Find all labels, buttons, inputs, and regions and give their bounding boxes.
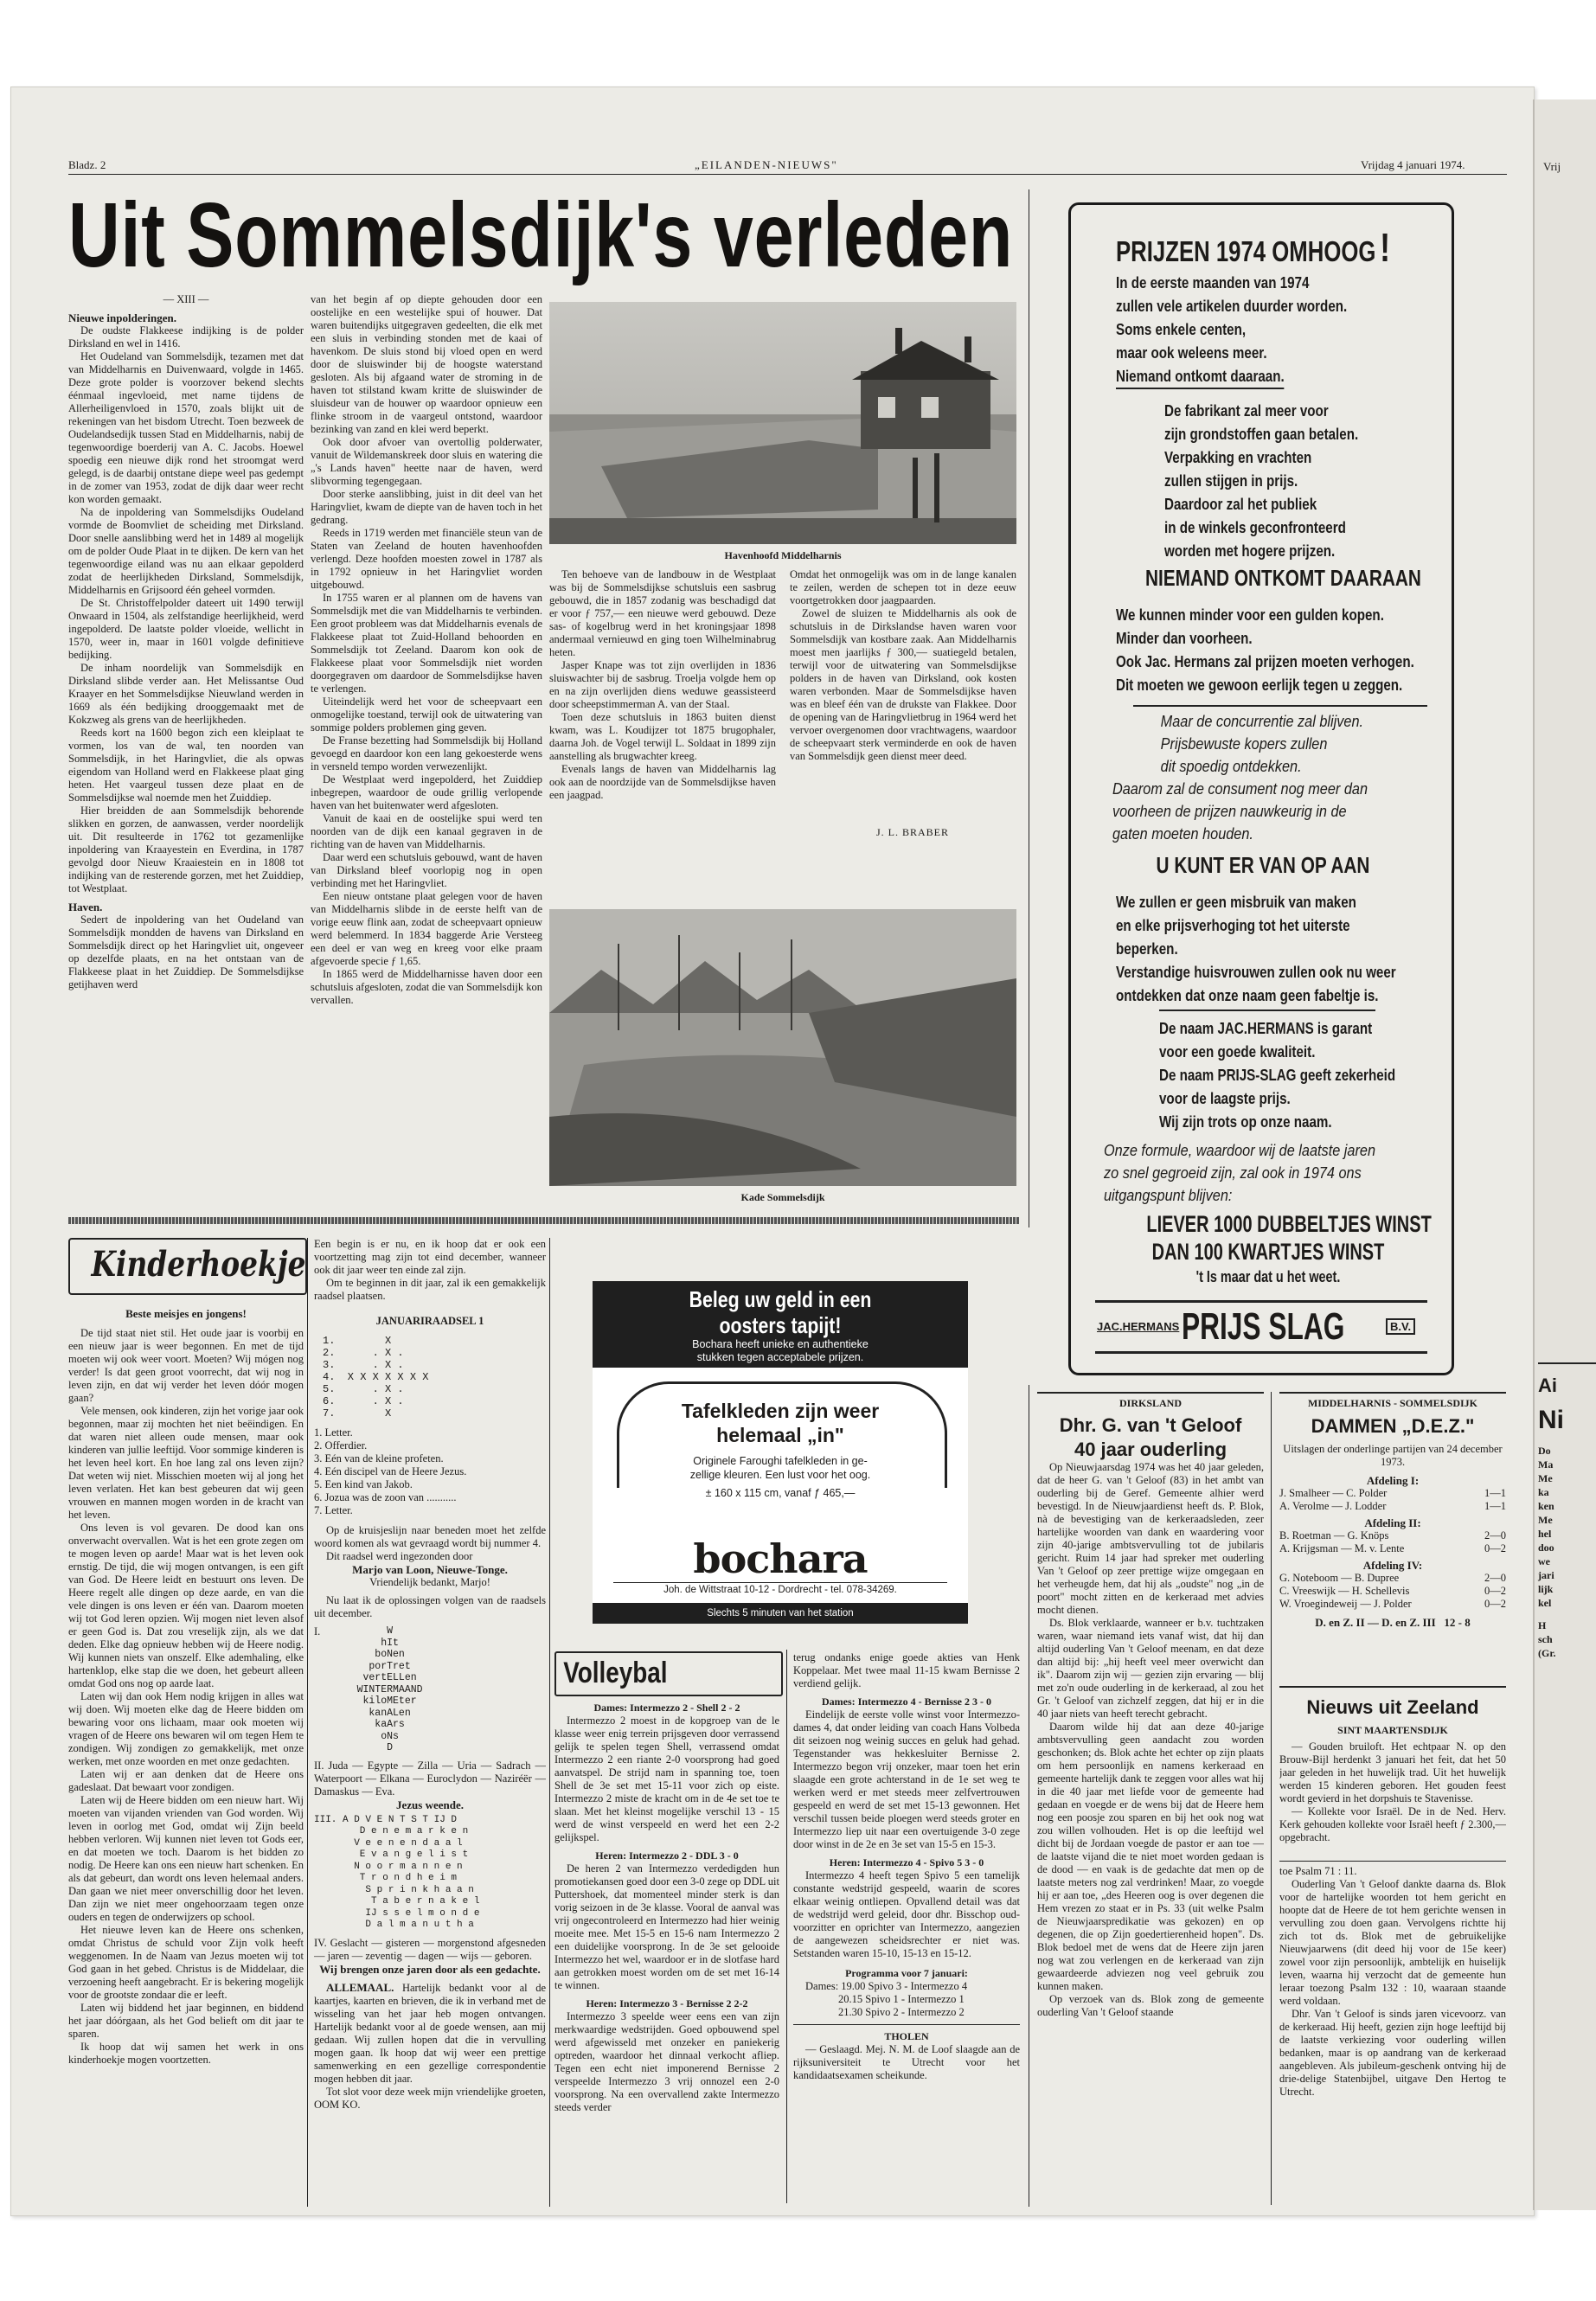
result-score: 0—2 [1484, 1585, 1506, 1597]
result-score: 0—2 [1484, 1542, 1506, 1554]
result-row [1279, 1529, 1506, 1542]
zeeland-title: Nieuws uit Zeeland [1306, 1696, 1479, 1718]
puzzle-clue: 5. Een kind van Jakob. [314, 1478, 413, 1490]
snippet: Ai [1538, 1375, 1557, 1396]
ad-line: Maar de concurrentie zal blijven. [1160, 712, 1364, 730]
paragraph: Toen deze schutsluis in 1863 buiten dienst kwam, was L. Koudijzer tot 1875 brugophaler, daarna Joh. de Vogel terwijl L. Soldaat in 1899 zijn aanstelling als brugwachter kreeg. [549, 711, 776, 762]
puzzle-title: JANUARIRAADSEL 1 [375, 1315, 484, 1327]
dammen-team-result: D. en Z. II — D. en Z. III 12 - 8 [1315, 1616, 1471, 1629]
paragraph: Daarom wilde hij dat aan deze 40-jarige ambtsvervulling geen aandacht zou worden geschonken; ds. Blok achte het echter op zijn plaats om hem persoonlijk en namens kerkeraad en gemeente hartelijk dank te zeggen voor alles wat hij in die 40 jaar met liefde voor de gemeente had gedaan en voegde er de wens bij dat de Heere hem nog een poosje zou sparen en bij het ook nog wat zou willen volhouden. Het is op die leeftijd wel dicht bij de Jordaan voegde de pastor er aan toe — de laatste vijand die te niet moet worden gedaan is de dood — en vaak is de gedachte dat men op de laatste meters nog zal verdrinken! Maar, zo voegde hij er aan toe, „des Heeren oog is over degenen die Hem vrezen zo staat er in Ps. 33 (uit welke Psalm de Nieuwjaarspredikatie was gekozen) en op degenen, die op Zijn goedertierenheid hopen". Ds. Blok bedoel met de wens dat de Heere zijn jaren nog wat zou verlengen en de kerkeraad van zijn gewaardeerde adviezen nog veel gebruik zou kunnen maken. [1037, 1721, 1264, 1992]
allemaal-text: Hartelijk bedankt voor al de kaartjes, kaarten en brieven, die ik in verband met de wisseling van het jaar heb mogen ontvangen. Hartelijk bedankt voor al de goede wensen, aan mij gedaan. Wij zullen hopen dat die in vervulling mogen gaan. Ik hoop dat wij weer een prettige samenwerking en een gezellige correspondentie mogen hebben dit jaar. [314, 1981, 546, 2085]
column-divider [549, 1238, 550, 2207]
ad-line: Niemand ontkomt daaraan. [1116, 364, 1285, 389]
paragraph: Reeds in 1719 werden met financiële steun van de Staten van Zeeland de houten havenhoofden verlengd. Deze hoofden moesten zowel in 1787 als in 1792 opnieuw in het Haringvliet worden uitgebouwd. [311, 527, 542, 591]
column-divider [786, 1650, 787, 2203]
puzzle-clue: 4. Eén discipel van de Heere Jezus. [314, 1465, 467, 1477]
match-report: Intermezzo 4 heeft tegen Spivo 5 een tamelijk constante wedstrijd gespeeld, waarin de scores elkaar weinig ontliepen. Opvallend detail was dat de wedstrijd werd geleid, door dhr. Bisschop oud-voorzitter en oprichter van Intermezzo, aangezien de aangewezen scheidsrechter er niet was. Setstanden waren 15-10, 15-13 en 15-12. [793, 1869, 1020, 1959]
snippet: Ma [1538, 1458, 1554, 1471]
volleybal-title: Volleybal [563, 1657, 668, 1689]
ad-line: beperken. [1116, 939, 1178, 958]
paragraph: Dhr. Van 't Geloof is sinds jaren vicevoorz. van de kerkeraad. Hij heeft, gezien zijn hoge leeftijd bij de laatste verkiezing voor ouderling willen bedanken, maar is op aandrang van de kerkeraad aangebleven. Als jubileum-geschenk ontving hij de drie-delige Statenbijbel, uitgave Den Hertog te Utrecht. [1279, 2008, 1506, 2098]
paragraph: Sedert de inpoldering van het Oudeland van Sommelsdijk mondden de havens van Dirksland en Sommelsdijk direct op het Haringvliet uit, ongeveer op dezelfde plaats, en na het ontstaan van de Flakkeese plaat in het Zuiddiep. De Sommelsdijkse getijhaven werd [68, 913, 304, 990]
ad-block-1 [1116, 271, 1398, 389]
article-author: J. L. BRABER [876, 826, 950, 838]
article-column-3 [549, 568, 776, 845]
division-heading: Afdeling IV: [1362, 1559, 1423, 1572]
paper-name: „EILANDEN-NIEUWS" [695, 158, 838, 171]
snippet: ka [1538, 1486, 1549, 1498]
subhead-inpolderingen: Nieuwe inpolderingen. [68, 311, 176, 324]
ad-line: De naam PRIJS-SLAG geeft zekerheid [1159, 1066, 1396, 1084]
ad-line: In de eerste maanden van 1974 [1116, 273, 1310, 292]
paragraph: Ik hoop dat wij samen het werk in ons kinderhoekje mogen voortzetten. [68, 2041, 304, 2066]
snippet: Me [1538, 1472, 1553, 1484]
result-players: G. Noteboom — B. Dupree [1279, 1572, 1400, 1584]
paragraph: Ten behoeve van de landbouw in de Westplaat was bij de Sommelsdijkse schutsluis een sasbrug gebouwd, die in 1857 zodanig was beschadigd dat er voor ƒ 757,— een nieuwe werd gebouwd. Deze sas- of kogelbrug werd in het kroningsjaar 1898 andermaal vernieuwd en ging toen Wilhelminabrug heten. [549, 568, 776, 658]
subhead-haven: Haven. [68, 901, 103, 913]
solution-grid-3: III. A D V E N T S T IJ D D e n e m a r k e n V e e n e n d a a l E v a n g e l i s t N o o r m a n n e n T r o n d h e i m S p r i n k h a a n T a b e r n a k e l IJ s s e l m o n d e D a l m a n u t h a [314, 1814, 480, 1930]
ad-line: Prijsbewuste kopers zullen [1160, 734, 1328, 753]
ad-line: zullen vele artikelen duurder worden. [1116, 297, 1348, 315]
paragraph: Ds. Blok verklaarde, wanneer er b.v. tuchtzaken waren, waar niemand iets vanaf wist, dat hij dan altijd ouderling Van 't Geloof meenam, en dat deze dan altijd bij: „hij heeft veel meer overwicht dan ik". Daarom zijn wij — gezien zijn ervaring — blij met zo'n oude ouderling in de kerkeraad, al zou het Gr. 't Geloof van zichzelf zeggen, dat hij er in die 40 jaar niets van heeft terecht gebracht. [1037, 1617, 1264, 1720]
solution-1 [314, 1625, 546, 1754]
match-heading: Dames: Intermezzo 4 - Bernisse 2 3 - 0 [822, 1695, 991, 1708]
article-title: Uit Sommelsdijk's verleden [68, 184, 1014, 286]
adjacent-page-edge [1533, 99, 1596, 2210]
paragraph: Jasper Knape was tot zijn overlijden in 1836 sluiswachter bij de sasbrug. Troelja volgde hem op en na zijn overlijden diens weduwe geassisteerd door scheepstimmerman A. van der Staal. [549, 659, 776, 710]
adjacent-page-snippets [1538, 1362, 1596, 1660]
ad-line: Daarom zal de consument nog meer dan [1112, 779, 1368, 798]
match-report: terug ondanks enige goede akties van Henk Koppelaar. Met twee maal 11-15 kwam Bernisse 2 verdiend gelijk. [793, 1651, 1020, 1689]
paragraph: De St. Christoffelpolder dateert uit 1490 terwijl Onwaard in 1504, als zelfstandige heerlijkheid, werd ingepolderd. De laatste polder vloeide, wellicht in 1570, weer in, maar in 1601 volgde definitieve bedijking. [68, 597, 304, 661]
bochara-desc-2: zellige kleuren. Een lust voor het oog. [689, 1469, 871, 1481]
ad-line: Wij zijn trots op onze naam. [1159, 1112, 1332, 1131]
article-column-1 [68, 293, 304, 1202]
paragraph: In 1865 werd de Middelharnisse haven door een schutsluis afgesloten, zodat die van Sommelsdijk kon vervallen. [311, 968, 542, 1006]
dammen-place: MIDDELHARNIS - SOMMELSDIJK [1307, 1397, 1478, 1409]
ad-line: ontdekken dat onze naam geen fabeltje is. [1116, 986, 1379, 1004]
zeeland-place: SINT MAARTENSDIJK [1337, 1724, 1448, 1736]
ad-prijs-slag [1068, 202, 1454, 1375]
paragraph: Laten wij dan ook Hem nodig krijgen in alles wat wij doen. Wij moeten elke dag de Heere bidden om bewaring voor ons lichaam, maar ook moeten wij vragen of de Heere ons bewaren wil om tegen Hem te zondigen. Wij zondigen zo gemakkelijk, met onze werken, met onze woorden en met onze gedachten. [68, 1690, 304, 1767]
kinderhoekje-column-2 [314, 1238, 546, 2207]
result-score: 2—0 [1484, 1572, 1506, 1584]
zeeland-section [1279, 1686, 1506, 1859]
snippet: ken [1538, 1500, 1554, 1512]
ad-block-4 [1116, 890, 1458, 1007]
ad-line: De naam JAC.HERMANS is garant [1159, 1019, 1373, 1037]
puzzle-clue: 1. Letter. [314, 1426, 353, 1439]
closing-text: Tot slot voor deze week mijn vriendelijke groeten, OOM KO. [314, 2085, 546, 2111]
paragraph: Een begin is er nu, en ik hoop dat er ook een voortzetting mag zijn tot eind december, wanneer ook dit jaar weer ten einde zal zijn. [314, 1238, 546, 1276]
paragraph: Na de inpoldering van Sommelsdijks Oudeland vormde de Boomvliet de scheiding met Dirksland. Door snelle aanslibbing werd het in 1489 al mogelijk om de polder Oude Plaat in te dijken. De kern van het tegenwoordige eiland was nu aan elkaar gepolderd zodat de heerlijkheden Dirksland, Sommelsdijk, Middelharnis en Grijsoord één geheel vormden. [68, 506, 304, 596]
ad-line: We zullen er geen misbruik van maken [1116, 893, 1356, 911]
kinderhoekje-column-1 [68, 1307, 304, 2215]
result-score: 1—1 [1484, 1487, 1506, 1499]
paragraph: — Gouden bruiloft. Het echtpaar N. op den Brouw-Bijl herdenkt 3 januari het feit, dat het 50 jaar geleden in het huwelijk trad. Uit het huwelijk werden 15 kinderen geboren. Het gouden feest wordt gevierd in het dorpshuis te Stavenisse. [1279, 1740, 1506, 1804]
result-players: C. Vreeswijk — H. Schellevis [1279, 1585, 1410, 1597]
result-row [1279, 1572, 1506, 1585]
volleybal-column-2 [793, 1651, 1020, 2205]
newspaper-page [10, 87, 1535, 2216]
bochara-price: ± 160 x 115 cm, vanaf ƒ 465,— [705, 1487, 856, 1499]
ad-line: Soms enkele centen, [1116, 320, 1247, 338]
program-line: 21.30 Spivo 2 - Intermezzo 2 [838, 2006, 965, 2018]
photo-kade-image [549, 909, 1016, 1186]
logo-jac-hermans-text: JAC.HERMANS [1097, 1320, 1180, 1333]
bochara-sub-1: Bochara heeft unieke en authentieke [692, 1338, 869, 1350]
solution-4: IV. Geslacht — gisteren — morgenstond afgesneden — jaren — zeventig — dagen — wijs — geboren. [314, 1936, 546, 1962]
paragraph: — Kollekte voor Israël. De in de Ned. Herv. Kerk gehouden kollekte voor Israël heeft ƒ 2.300,— opgebracht. [1279, 1805, 1506, 1843]
paragraph: Nu laat ik de oplossingen volgen van de raadsels uit december. [314, 1594, 546, 1619]
paragraph: Door sterke aanslibbing, juist in dit deel van het Haringvliet, kwam de diepte van de haven toch in het gedrang. [311, 488, 542, 526]
solution-4-answer: Wij brengen onze jaren door als een gedachte. [319, 1962, 541, 1976]
photo-caption-havenhoofd: Havenhoofd Middelharnis [724, 549, 842, 561]
match-heading: Heren: Intermezzo 4 - Spivo 5 3 - 0 [829, 1856, 984, 1868]
ad-bochara [593, 1281, 968, 1624]
paragraph: Ouderling Van 't Geloof dankte daarna ds. Blok voor de hartelijke woorden tot hem gericht en hoopte dat de Heere de tot hem gerichte wensen in vervulling zou doen gaan. Vervolgens richtte hij zich tot ds. Blok met de gebruikelijke Nieuwjaarwens (dit deed hij voor de 15e keer) zowel voor zijn persoonlijk, ambtelijk en huiselijk leven, waarna hij verzocht dat de gemeente hun leraar toezong Psalm 132 : 10, waaraan staande werd voldaan. [1279, 1878, 1506, 2007]
ad-line: maar ook weleens meer. [1116, 343, 1267, 362]
result-players: A. Krijgsman — M. v. Lente [1279, 1542, 1405, 1554]
geloof-continued [1279, 1861, 1506, 2211]
ad-heading-niemand-text: NIEMAND ONTKOMT DAARAAN [1145, 565, 1421, 591]
result-players: J. Smalheer — C. Polder [1279, 1487, 1388, 1499]
ad-exclamation: ! [1380, 225, 1391, 270]
page-number: Bladz. 2 [68, 158, 106, 171]
ad-block-2 [1164, 399, 1401, 562]
solution-2: II. Juda — Egypte — Zilla — Uria — Sadrach — Waterpoort — Elkana — Euroclydon — Naziréër — Damaskus — Eva. [314, 1759, 546, 1798]
snippet: Me [1538, 1514, 1553, 1526]
geloof-title-1: Dhr. G. van 't Geloof [1059, 1414, 1242, 1436]
ad-line: Ook Jac. Hermans zal prijzen moeten verhogen. [1116, 652, 1414, 670]
snippet: jari [1538, 1569, 1554, 1581]
paragraph: Uiteindelijk werd het voor de scheepvaart een onmogelijke toestand, terwijl ook de uitwatering van sommige polders problemen ging geven. [311, 695, 542, 734]
bochara-title-2: helemaal „in" [716, 1424, 844, 1446]
snippet: Ni [1538, 1406, 1564, 1434]
ad-line: Minder dan voorheen. [1116, 629, 1253, 647]
paragraph: Vele mensen, ook kinderen, zijn het vorige jaar ook begonnen, maar zij mochten het niet beëindigen. En dat waren niet alleen oude mensen, maar ook kinderen van jullie leeftijd. Voor sommige kinderen is het leven heel kort. En hoe lang zal ons leven zijn? Dat weten wij niet. Misschien moeten wij al jong het leven verlaten. Het kan best gebeuren dat wij geen vrouwen en mannen mogen worden in de kracht van het leven. [68, 1405, 304, 1521]
match-heading: Heren: Intermezzo 3 - Bernisse 2 2-2 [586, 1997, 748, 2009]
dammen-intro: Uitslagen der onderlinge partijen van 24 december 1973. [1283, 1443, 1503, 1468]
result-row [1279, 1585, 1506, 1598]
result-row [1279, 1500, 1506, 1513]
ad-block-3 [1116, 603, 1480, 696]
article-column-4 [790, 568, 1016, 828]
kinderhoekje-greeting: Beste meisjes en jongens! [125, 1307, 247, 1320]
paragraph: Ook door afvoer van overtollig polderwater, vanuit de Wildemanskreek door sluis en watering die „'s Lands haven" heette naar de haven, werd slibvorming tegengegaan. [311, 436, 542, 487]
division-heading: Afdeling I: [1366, 1474, 1420, 1487]
bochara-sub-2: stukken tegen acceptabele prijzen. [696, 1351, 864, 1363]
paragraph: Zowel de sluizen te Middelharnis als ook de schutsluis in de Dirkslandse haven waren voor Sommelsdijk van kostbare zaak. Aan Middelharnis moest men jaarlijks ƒ 300,— suatiegeld betalen, terwijl voor de uitwatering van Sommelsdijkse polders in de haven van Dirksland, ook kosten waren verbonden. Maar de Sommelsdijkse haven was en bleef één van de drukste van Flakkee. Door de opening van de Haringvlietbrug in 1964 werd het vervoer overgenomen door vrachtwagens, waardoor de scheepvaart sterk verminderde en ook de haven van Sommelsdijk geen dienst meer deed. [790, 607, 1016, 762]
geloof-title-2: 40 jaar ouderling [1074, 1439, 1227, 1460]
ad-headline-text: PRIJZEN 1974 OMHOOG [1116, 235, 1376, 267]
result-players: B. Roetman — G. Knöps [1279, 1529, 1389, 1541]
paragraph: Dit raadsel werd ingezonden door [326, 1550, 473, 1562]
column-divider [1271, 1392, 1272, 2205]
dammen-title: DAMMEN „D.E.Z." [1311, 1415, 1475, 1437]
geloof-column [1037, 1461, 1264, 2205]
puzzle-clue: 3. Eén van de kleine profeten. [314, 1452, 444, 1465]
paragraph: Omdat het onmogelijk was om in de lange kanalen te zeilen, werden de schepen tot in deze eeuw voortgetrokken door jaagpaarden. [790, 568, 1016, 606]
section-separator [68, 1217, 1020, 1224]
ad-line: zo snel gegroeid zijn, zal ook in 1974 ons [1104, 1163, 1362, 1182]
logo-prijs-slag-text: PRIJS SLAG [1182, 1305, 1345, 1348]
ad-line: zullen stijgen in prijs. [1164, 471, 1298, 490]
ad-italic-block-1 [1112, 705, 1427, 845]
match-report: Eindelijk de eerste volle winst voor Intermezzo-dames 4, dat onder leiding van coach Hans Volbeda dit seizoen nog weinig succes en geluk had gehad. Tegenstander was hekkesluiter Bernisse 2. Intermezzo begon vrij onzeker, maar toen het erin slaagde een grote achterstand in de 1e set weg te werken werd er met steeds meer zelfvertrouwen gespeeld en werd de set met 15-13 gewonnen. Het verschil tussen beide ploegen werd steeds groter en Intermezzo liep uit naar een overtuigende 3-0 zege door winst in de 2e en 3e set van 15-5 en 15-3. [793, 1708, 1020, 1850]
paragraph: Laten wij er aan denken dat de Heere ons gadeslaat. Dat bewaart voor zondigen. [68, 1768, 304, 1793]
paragraph: Om te beginnen in dit jaar, zal ik een gemakkelijk raadsel plaatsen. [314, 1277, 546, 1302]
snippet: doo [1538, 1541, 1554, 1554]
photo-havenhoofd-image [549, 302, 1016, 544]
solution-label: I. [314, 1625, 321, 1638]
snippet: lijk [1538, 1583, 1554, 1595]
program-line: Dames: 19.00 Spivo 3 - Intermezzo 4 [805, 1980, 968, 1992]
bochara-title-1: Tafelkleden zijn weer [681, 1400, 880, 1422]
bochara-main [593, 1399, 968, 1501]
ad-slogan [1104, 1210, 1433, 1288]
program-line: 20.15 Spivo 1 - Intermezzo 1 [838, 1993, 965, 2005]
bochara-desc-1: Originele Faroughi tafelkleden in ge- [693, 1455, 868, 1467]
allemaal-label: ALLEMAAL. [326, 1980, 394, 1994]
paragraph: Op Nieuwjaarsdag 1974 was het 40 jaar geleden, dat de heer G. van 't Geloof (83) in het ambt van ouderling bij de Geref. Gemeente alhier werd bevestigd. In de Nieuwjaardienst heeft ds. P. Blok, nà de bevestiging van de kerkeraadsleden, zeer hartelijke woorden van dank en waardering voor zijn 40-jarige ambtsvervulling tot de jubilaris gericht. Ruim 14 jaar had spreker met ouderling Van 't Geloof op zeer prettige wijze omgegaan en het verheugde hem, dat hij als „oudste" nog „in de poort" mocht zitten en de kerkeraad met advies mocht dienen. [1037, 1461, 1264, 1616]
paragraph: De Franse bezetting had Sommelsdijk bij Holland gevoegd en daardoor kon een lang gekoesterde wens in versneld tempo worden verwezenlijkt. [311, 734, 542, 772]
paragraph: Het nieuwe leven kan de Heere ons schenken, omdat Christus de schuld voor Zijn volk heeft weggenomen. In de Naam van Jezus moeten wij tot God gaan in het gebed. Christus is de Middelaar, die verzoening heeft aangebracht. Er is bekering mogelijk voor de grootste zondaar die er leeft. [68, 1924, 304, 2001]
snippet: hel [1538, 1528, 1552, 1540]
bochara-banner [593, 1281, 968, 1368]
photo-kade [549, 909, 1016, 1186]
snippet: sch [1538, 1633, 1553, 1645]
paragraph: Op de kruisjeslijn naar beneden moet het zelfde woord komen als wat gevraagd wordt bij nummer 4. [314, 1524, 546, 1549]
snippet: we [1538, 1555, 1550, 1567]
puzzle-clue: 6. Jozua was de zoon van ........... [314, 1491, 457, 1503]
match-report: Intermezzo 2 moest in de kopgroep van de le klasse weer enig terrein prijsgeven door verrassend gelijk te spelen tegen Shell, verrassend omdat Intermezzo 2 een riante 2-0 voorsprong had goed aanvatspel. De strijd nam in spanning toe, toen Shell de 3e set met 15-11 voor zich op eiste. Intermezzo 2 miste de kracht om in de 4e set toe te slaan. Met het kleinst mogelijke verschil 13 - 15 werd de winst verspeeld en werd het een 2-2 gelijkspel. [554, 1715, 779, 1843]
volleybal-column-1 [554, 1702, 779, 2203]
paragraph: Ons leven is vol gevaren. De dood kan ons onverwacht overvallen. Wat is het een grote zegen om te mogen leven op aarde! Maar wat is het leven ook ernstig. De tijd, die wij mogen ontvangen, is een gift van God. De Heere leidt en bestuurt ons leven. De Heere regelt alle dingen op deze aarde, en van die vele dingen is ons leven er één van. Daarom moeten wij tot God leren opzien. Wij mogen niet leven alsof er geen God is. Dat zou vreselijk zijn, als we dat deden. Elke dag opnieuw hebben wij de Heere nodig. Wij kunnen niets van onszelf. Elke ademhaling, elke hartenklop, elke stap die we doen, het gebeurt alleen omdat God ons nog op aarde laat. [68, 1522, 304, 1689]
ad-line: Dit moeten we gewoon eerlijk tegen u zeggen. [1116, 676, 1403, 694]
dammen-section [1279, 1392, 1506, 1682]
adjacent-page-header: Vrij [1543, 160, 1561, 173]
ad-slogan-line-2: DAN 100 KWARTJES WINST [1151, 1239, 1385, 1265]
paragraph: van het begin af op diepte gehouden door een oostelijke en een westelijke spui of houwer. Dat waren buitendijks uitgegraven gedeelten, die elk met een sluis in verbinding stonden met de kaai of havenkom. De sluis stond bij vloed open en werd door de sluiswinder bij de hoogste waterstand gesloten. Als bij afgaand water de stroming in de haven tot stilstand kwam kritte de sluiswinder de sluisdeur van de houwer op waardoor opnieuw een flinke stroom in de vaargeul ontstond, waardoor bezinking van zand en klei werd beperkt. [311, 293, 542, 435]
kinderhoekje-title: Kinderhoekje [91, 1244, 306, 1285]
snippet: (Gr. [1538, 1647, 1556, 1659]
logo-bv-text: B.V. [1386, 1318, 1415, 1335]
ad-line: voor een goede kwaliteit. [1159, 1042, 1316, 1061]
ad-line: voorheen de prijzen nauwkeurig in de [1112, 802, 1347, 820]
snippet: kel [1538, 1597, 1552, 1609]
ad-line: dit spoedig ontdekken. [1160, 757, 1302, 775]
paragraph: De Westplaat werd ingepolderd, het Zuiddiep inbegrepen, waardoor de oude grillig verlopende haven van het buitenwater werd afgesloten. [311, 773, 542, 811]
ad-line: en elke prijsverhoging tot het uiterste [1116, 916, 1350, 934]
kinderhoekje-title-box [68, 1238, 307, 1295]
paragraph: Hier breidden de aan Sommelsdijk behorende slikken en gorzen, de aanwassen, verder noordelijk uit. Dit resulteerde in 1762 tot gezamenlijke inpoldering van Kraayestein en Everdina, in 1787 gevolgd door Nieuw Kraaiestein en in 1808 tot indijking van de resterende gorzen, met het Zuiddiep, tot Westplaat. [68, 804, 304, 894]
result-players: W. Vroegindeweij — J. Polder [1279, 1598, 1412, 1610]
solution-2-answer: Jezus weende. [396, 1798, 464, 1811]
paragraph: Daar werd een schutsluis gebouwd, want de haven van Dirksland bleef voorlopig nog in open verbinding met het Haringvliet. [311, 851, 542, 889]
bochara-headline-1: Beleg uw geld in een [689, 1286, 872, 1312]
ad-logo-jac-hermans [1095, 1300, 1427, 1354]
tholen-text: — Geslaagd. Mej. N. M. de Loof slaagde aan de rijksuniversiteit te Utrecht voor het kandidaatsexamen scheikunde. [793, 2043, 1020, 2081]
result-score: 0—2 [1484, 1598, 1506, 1610]
ad-block-5 [1159, 1009, 1396, 1133]
snippet: Do [1538, 1445, 1551, 1457]
paragraph: Een nieuw ontstane plaat gelegen voor de haven van Middelharnis slibde in de eerste helft van de vorige eeuw flink aan, zodat de scheepvaart opnieuw werd belemmerd. In 1834 baggerde Arie Versteeg een deel er van weg en kreeg voor elke praam afgevoerde specie ƒ 1,65. [311, 890, 542, 967]
paragraph: De oudste Flakkeese indijking is de polder Dirksland en wel in 1416. [68, 324, 304, 349]
paragraph: Vriendelijk bedankt, Marjo! [369, 1576, 490, 1588]
bochara-logo: bochara [693, 1535, 868, 1582]
ad-headline [1116, 224, 1390, 271]
ad-line: Verpakking en vrachten [1164, 448, 1312, 466]
paragraph: Vanuit de kaai en de oostelijke spui werd ten noorden van de dijk een kanaal gegraven in de richting van de haven van Middelharnis. [311, 812, 542, 850]
ad-line: Daardoor zal het publiek [1164, 495, 1317, 513]
geloof-place: DIRKSLAND [1118, 1397, 1182, 1409]
paragraph: In 1755 waren er al plannen om de havens van Sommelsdijk met die van Middelharnis te verbinden. Een groot probleem was dat Middelharnis evenals de Flakkeese plaat tot Zuid-Holland behoorden en Sommelsdijk tot Zeeland. Daarom kon ook de Flakkeese plaat voor Sommelsdijk niet worden doorgegraven om daardoor de Sommelsdijkse haven te verlengen. [311, 592, 542, 695]
result-players: A. Verolme — J. Lodder [1279, 1500, 1387, 1512]
ad-line: gaten moeten houden. [1112, 824, 1253, 843]
ad-slogan-line-1: LIEVER 1000 DUBBELTJES WINST [1146, 1211, 1432, 1237]
issue-date: Vrijdag 4 januari 1974. [1361, 158, 1465, 171]
paragraph: Laten wij de Heere bidden om een nieuw hart. Wij moeten van vijanden vrienden van God worden. Wij leven in oorlog met God, omdat wij Zijn beeld hebben verloren. Wij kunnen niet leven tot Gods eer, en dat moeten we toch. Daarom is het bidden zo nodig. De Heere kan ons een nieuw hart schenken. En als dat gebeurt, dan wordt ons leven helemaal anders. Dan gaan we niet meer onverschillig door het leven. Dan zijn we niet meer ongehoorzaam tegen onze ouders en tegen de onderwijzers op school. [68, 1794, 304, 1923]
ad-line: We kunnen minder voor een gulden kopen. [1116, 606, 1384, 624]
photo-havenhoofd [549, 302, 1016, 544]
ad-line: Verstandige huisvrouwen zullen ook nu weer [1116, 963, 1396, 981]
puzzle-clue: 7. Letter. [314, 1504, 353, 1516]
article-part: — XIII — [163, 293, 209, 305]
paragraph: toe Psalm 71 : 11. [1279, 1865, 1357, 1877]
puzzle-grid[interactable]: 1. X 2. . X . 3. . X . 4. X X X X X X X 5. . X . 6. . X . 7. X [323, 1335, 429, 1420]
geloof-header [1037, 1392, 1264, 1462]
match-heading: Dames: Intermezzo 2 - Shell 2 - 2 [593, 1702, 740, 1714]
result-row [1279, 1542, 1506, 1555]
ad-line: Onze formule, waardoor wij de laatste jaren [1104, 1141, 1375, 1159]
program-title: Programma voor 7 januari: [845, 1967, 968, 1979]
result-row [1279, 1598, 1506, 1611]
ad-line: De fabrikant zal meer voor [1164, 401, 1329, 420]
ad-italic-block-2 [1104, 1139, 1413, 1207]
ad-line: voor de laagste prijs. [1159, 1089, 1291, 1107]
paragraph: De tijd staat niet stil. Het oude jaar is voorbij en een nieuw jaar is weer begonnen. En met de tijd moeten wij ook weer voort. Moeten? Wij mógen nog verder! Is dat geen groot voorrecht, dat wij nog in leven zijn, en dat wij verder het leven dóór mogen gaan? [68, 1327, 304, 1404]
snippet: H [1538, 1619, 1547, 1631]
match-report: Intermezzo 3 speelde weer eens een van zijn merkwaardige wedstrijden. Goed opbouwend spel werd afgewisseld met onzeker en paniekerig optreden, waardoor het dinnaal verkocht afliep. Tegen een echt niet imponerend Bernisse 2 verspeelde Intermezzo 3 vrij onnozel een 2-0 voorsprong. Na een overvallend zakte Intermezzo steeds verder [554, 2010, 779, 2113]
paragraph: Op verzoek van ds. Blok zong de gemeente ouderling Van 't Geloof staande [1037, 1993, 1264, 2018]
paragraph: Evenals langs de haven van Middelharnis lag ook aan de noordzijde van de Sommelsdijkse haven een jaagpad. [549, 763, 776, 801]
match-report: De heren 2 van Intermezzo verdedigden hun promotiekansen goed door een 3-0 zege op DDL uit Puttershoek, dat momenteel minder sterk is dan vorig seizoen in de 3e klasse. Vooral de aanval was vrij ongecontroleerd en Intermezzo had hier weinig moeite mee. Met 15-5 en 15-6 nam Intermezzo 2 een duidelijke voorsprong. In de 3e set gelooide Intermezzo het wel, waardoor er in de slotfase hard aan getrokken moest worden om de set met 16-14 te winnen. [554, 1862, 779, 1991]
puzzle-sender: Marjo van Loon, Nieuwe-Tonge. [352, 1563, 508, 1576]
bochara-address: Joh. de Wittstraat 10-12 - Dordrecht - tel. 078-34269. [613, 1582, 947, 1595]
division-heading: Afdeling II: [1364, 1516, 1421, 1529]
bochara-footer: Slechts 5 minuten van het station [593, 1603, 968, 1624]
ad-line: uitgangspunt blijven: [1104, 1186, 1233, 1204]
article-column-2 [311, 293, 542, 1202]
match-heading: Heren: Intermezzo 2 - DDL 3 - 0 [595, 1849, 739, 1862]
puzzle-clue: 2. Offerdier. [314, 1439, 368, 1452]
ad-line: worden met hogere prijzen. [1164, 542, 1336, 560]
ad-line: in de winkels geconfronteerd [1164, 518, 1346, 536]
column-divider [307, 1238, 308, 2207]
paragraph: Het Oudeland van Sommelsdijk, tezamen met dat van Middelharnis en Duivenwaard, volgde in 1465. Deze grote polder is voorzover bekend slechts éénmaal ingevloeid, met name tijdens de Allerheiligenvloed in 1570, zoals blijkt uit de rekeningen van het bisdom Utrecht. Toen bezweek de Oudelandsedijk tussen Stad en Middelharnis, nabij de tegenwoordige boerderij van A. C. Jacobs. Hoewel spoedig een nieuwe dijk rond het stroomgat werd gelegd, is de daarbij ontstane diepe weel pas gedempt in de zomer van 1953, zodat de dijk daar weer recht kon worden gemaakt. [68, 350, 304, 505]
paragraph: Laten wij biddend het jaar beginnen, en biddend het jaar dóórgaan, als het God belieft om dit jaar te sparen. [68, 2002, 304, 2040]
solution-grid-1: W hIt boNen porTret vertELLen WINTERMAAND kiloMEter kanALen kaArs oNs D [356, 1625, 423, 1753]
result-row [1279, 1487, 1506, 1500]
puzzle-clues [314, 1426, 546, 1517]
ad-heading-ukunt [1116, 852, 1410, 879]
ad-small-line: 't Is maar dat u het weet. [1195, 1268, 1341, 1285]
ad-line: zijn grondstoffen gaan betalen. [1164, 425, 1359, 443]
volleybal-title-box [554, 1651, 783, 1696]
paragraph: De inham noordelijk van Sommelsdijk en Dirksland slibde verder aan. Het Melissantse Oud Kraayer en het Sommelsdijkse Nieuwland werden in 1669 als één bedijking drooggemaakt met de Kokzweg als grens van de heerlijkheden. [68, 662, 304, 726]
ad-heading-ukunt-text: U KUNT ER VAN OP AAN [1156, 852, 1370, 878]
bochara-headline-2: oosters tapijt! [719, 1312, 842, 1338]
photo-caption-kade: Kade Sommelsdijk [740, 1191, 825, 1203]
snippet-column [1538, 1444, 1596, 1660]
ad-heading-niemand [1116, 565, 1421, 592]
tholen-title: THOLEN [884, 2030, 929, 2042]
header-rule [68, 174, 1507, 175]
result-score: 1—1 [1484, 1500, 1506, 1512]
paragraph: Reeds kort na 1600 begon zich een kleiplaat te vormen, los van de wal, ten noorden van Sommelsdijk, in het Haringvliet, die als opwas eigendom van Holland werd en Flakkeese plaat ging heten. Het vaargeul tussen deze plaat en de Sommelsdijkse wal noemde men het Zuiddiep. [68, 727, 304, 804]
result-score: 2—0 [1484, 1529, 1506, 1541]
